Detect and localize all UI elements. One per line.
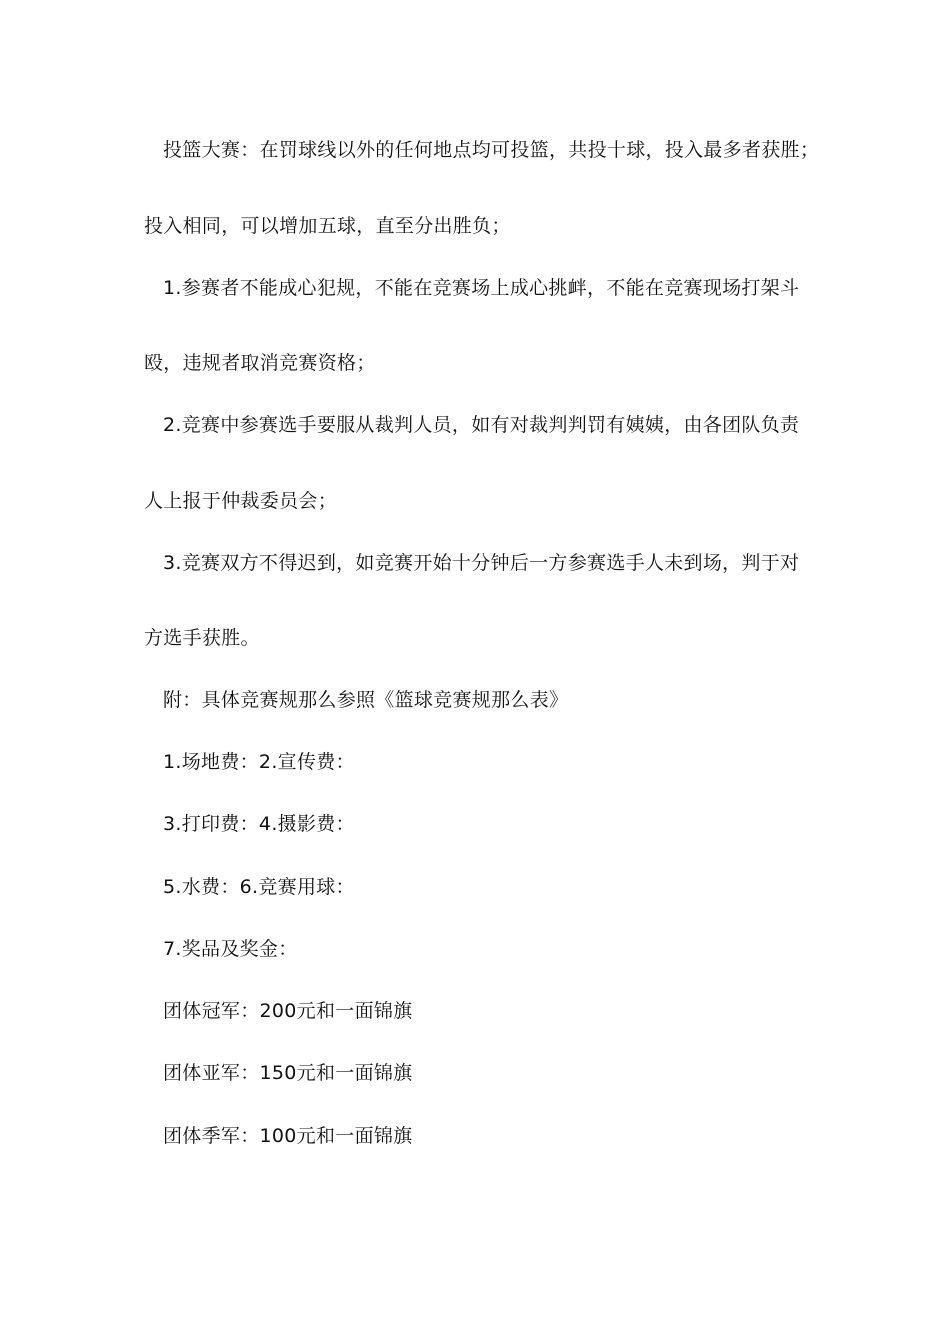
cost-item-5-6: 5.水费：6.竞赛用球： [163,876,355,898]
rule-1: 1.参赛者不能成心犯规，不能在竞赛场上成心挑衅，不能在竞赛现场打架斗 [163,277,800,299]
rule-2: 2.竞赛中参赛选手要服从裁判人员，如有对裁判判罚有姨姨，由各团队负责 [163,414,800,436]
rule-3-cont: 方选手获胜。 [144,627,260,649]
appendix-note: 附：具体竞赛规那么参照《篮球竞赛规那么表》 [163,689,569,711]
paragraph-shooting-contest-cont: 投入相同，可以增加五球，直至分出胜负； [144,215,511,237]
rule-1-cont: 殴，违规者取消竞赛资格； [144,352,376,374]
prize-champion: 团体冠军：200元和一面锦旗 [163,1000,413,1022]
prize-runner-up: 团体亚军：150元和一面锦旗 [163,1062,413,1084]
rule-2-cont: 人上报于仲裁委员会； [144,490,338,512]
cost-item-1-2: 1.场地费：2.宣传费： [163,751,355,773]
cost-item-7: 7.奖品及奖金： [163,938,298,960]
cost-item-3-4: 3.打印费：4.摄影费： [163,813,355,835]
rule-3: 3.竞赛双方不得迟到，如竞赛开始十分钟后一方参赛选手人未到场，判于对 [163,552,800,574]
paragraph-shooting-contest: 投篮大赛：在罚球线以外的任何地点均可投篮，共投十球，投入最多者获胜； [163,139,820,161]
prize-third-place: 团体季军：100元和一面锦旗 [163,1125,413,1147]
